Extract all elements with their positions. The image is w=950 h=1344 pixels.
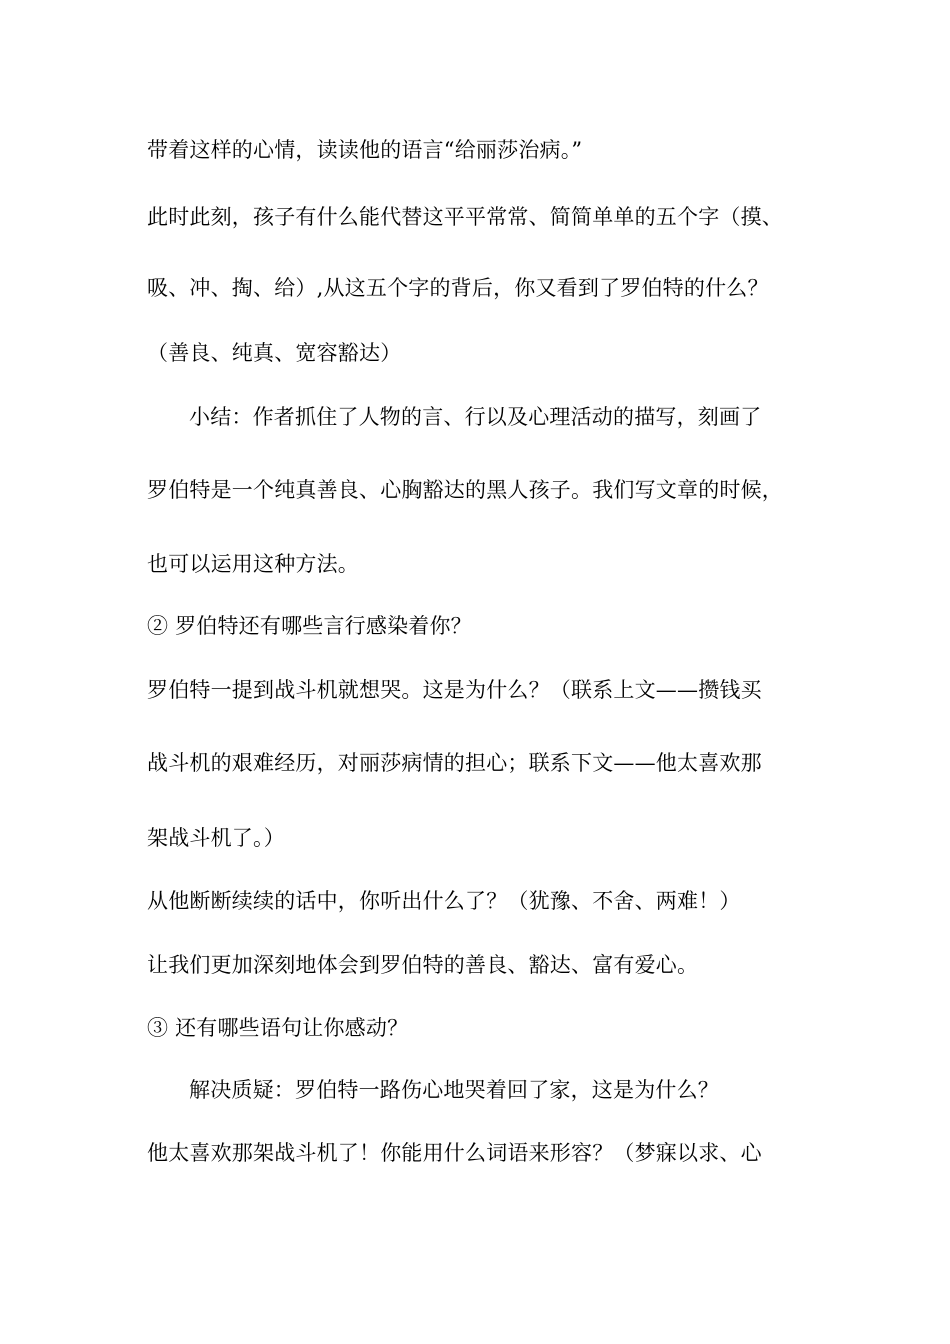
text-line: 带着这样的心情，读读他的语言“给丽莎治病。” [147,138,583,162]
text-line: 从他断断续续的话中，你听出什么了？（犹豫、不舍、两难！） [147,889,741,913]
text-line: 解决质疑：罗伯特一路伤心地哭着回了家，这是为什么？ [189,1078,719,1102]
text-line: （善良、纯真、宽容豁达） [147,341,402,365]
text-line: 小结：作者抓住了人物的言、行以及心理活动的描写，刻画了 [189,405,762,429]
text-line: 战斗机的艰难经历，对丽莎病情的担心；联系下文——他太喜欢那 [147,751,762,775]
text-line: 罗伯特一提到战斗机就想哭。这是为什么？（联系上文——攒钱买 [147,678,762,702]
list-item-heading: ② 罗伯特还有哪些言行感染着你？ [147,614,472,638]
text-line: 让我们更加深刻地体会到罗伯特的善良、豁达、富有爱心。 [147,953,699,977]
text-line: 架战斗机了。） [147,826,285,850]
list-item-heading: ③ 还有哪些语句让你感动？ [147,1016,409,1040]
text-line: 吸、冲、掏、给）,从这五个字的背后，你又看到了罗伯特的什么？ [147,276,769,300]
text-line: 他太喜欢那架战斗机了！你能用什么词语来形容？（梦寐以求、心 [147,1141,762,1165]
text-line: 罗伯特是一个纯真善良、心胸豁达的黑人孩子。我们写文章的时候， [147,478,783,502]
text-line: 此时此刻，孩子有什么能代替这平平常常、简简单单的五个字（摸、 [147,205,783,229]
text-line: 也可以运用这种方法。 [147,552,359,576]
